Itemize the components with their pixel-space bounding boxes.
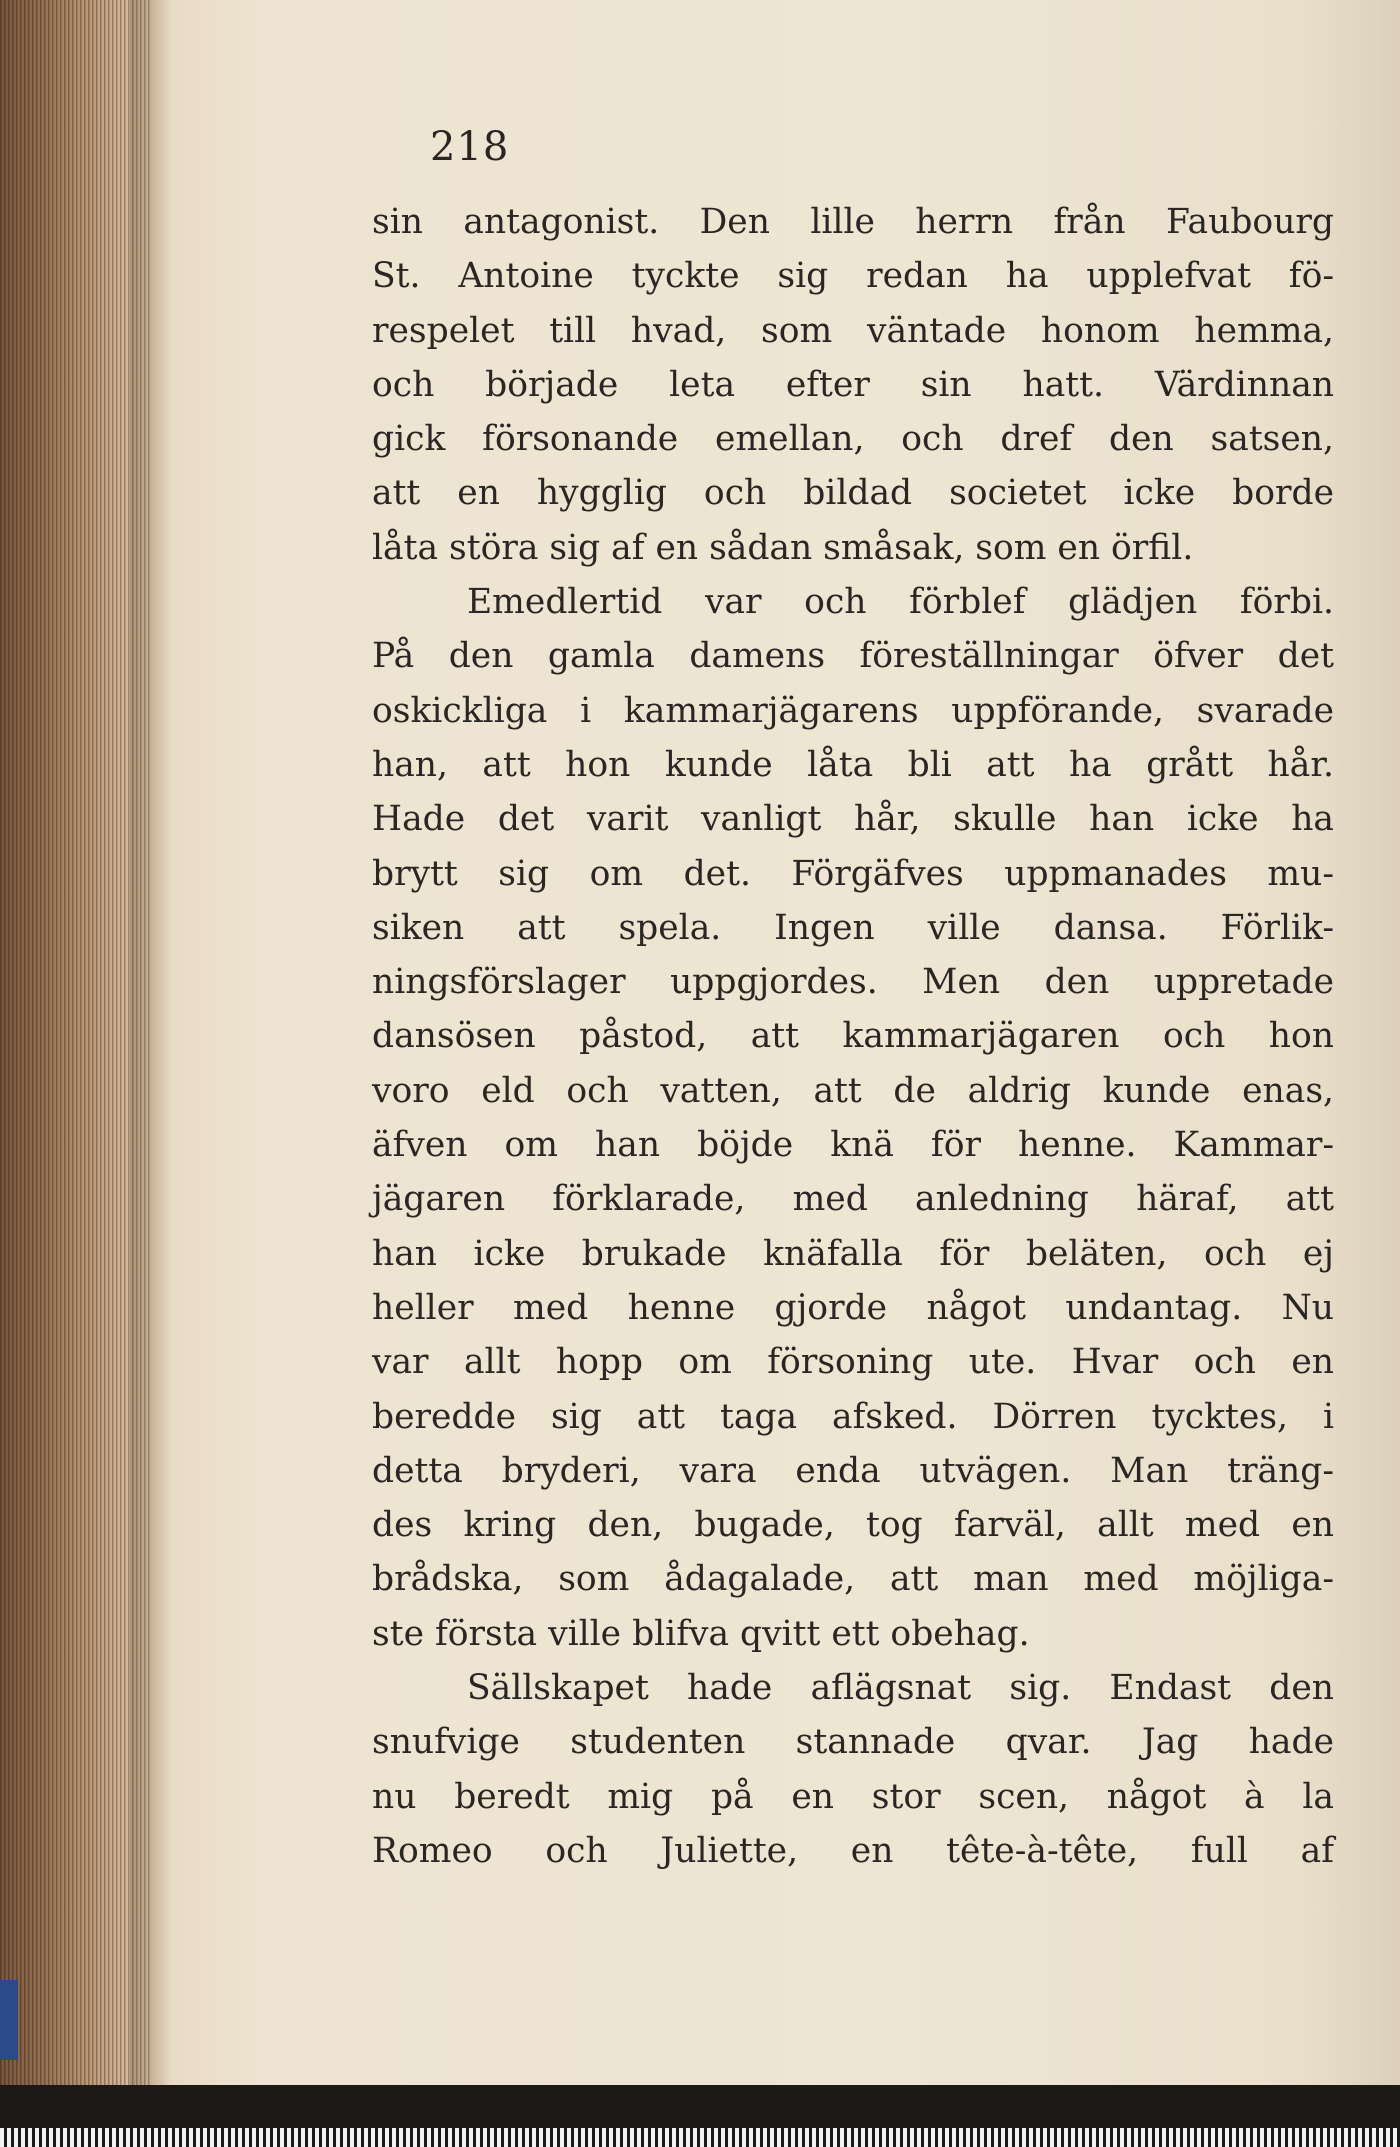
- text-line: gick försonande emellan, och dref den satsen,: [372, 419, 1334, 460]
- gutter-shadow: [130, 0, 170, 2147]
- text-line: brådska, som ådagalade, att man med möjliga-: [372, 1559, 1334, 1600]
- text-line: respelet till hvad, som väntade honom hemma,: [372, 310, 1334, 351]
- text-line: nu beredt mig på en stor scen, något à la: [372, 1776, 1334, 1817]
- text-line: siken att spela. Ingen ville dansa. Förlik-: [372, 907, 1334, 948]
- text-line: Emedlertid var och förblef glädjen förbi.: [467, 582, 1334, 623]
- book-fore-edge: [0, 0, 150, 2147]
- text-line: detta bryderi, vara enda utvägen. Man träng-: [372, 1450, 1334, 1491]
- blue-tab-marker: [0, 1980, 18, 2060]
- text-line: Hade det varit vanligt hår, skulle han icke ha: [372, 799, 1334, 840]
- page-body-text: [372, 195, 1334, 1878]
- text-line: St. Antoine tyckte sig redan ha upplefvat fö-: [372, 256, 1334, 297]
- text-line: låta störa sig af en sådan småsak, som en örfil.: [372, 527, 1194, 568]
- text-line: snufvige studenten stannade qvar. Jag hade: [372, 1722, 1334, 1763]
- text-line: des kring den, bugade, tog farväl, allt med en: [372, 1505, 1334, 1546]
- text-line: Romeo och Juliette, en tête-à-tête, full af: [372, 1830, 1334, 1871]
- scan-ruler-strip: [0, 2128, 1400, 2147]
- page-number: 218: [430, 124, 510, 170]
- text-line: heller med henne gjorde något undantag. Nu: [372, 1287, 1334, 1328]
- text-line: beredde sig att taga afsked. Dörren tycktes, i: [372, 1396, 1334, 1437]
- text-line: jägaren förklarade, med anledning häraf, att: [372, 1179, 1334, 1220]
- text-line: han icke brukade knäfalla för beläten, och ej: [372, 1233, 1334, 1274]
- text-line: voro eld och vatten, att de aldrig kunde enas,: [372, 1070, 1334, 1111]
- text-line: ningsförslager uppgjordes. Men den uppretade: [372, 962, 1334, 1003]
- text-line: Sällskapet hade aflägsnat sig. Endast den: [467, 1668, 1334, 1709]
- text-line: och började leta efter sin hatt. Värdinnan: [372, 364, 1334, 405]
- text-line: brytt sig om det. Förgäfves uppmanades mu-: [372, 853, 1334, 894]
- text-line: ste första ville blifva qvitt ett obehag.: [372, 1613, 1030, 1654]
- text-line: På den gamla damens föreställningar öfver det: [372, 636, 1334, 677]
- text-line: att en hygglig och bildad societet icke borde: [372, 473, 1334, 514]
- text-line: äfven om han böjde knä för henne. Kammar-: [372, 1125, 1334, 1166]
- text-line: var allt hopp om försoning ute. Hvar och en: [372, 1342, 1334, 1383]
- text-line: han, att hon kunde låta bli att ha grått hår.: [372, 744, 1334, 785]
- text-line: oskickliga i kammarjägarens uppförande, svarade: [372, 690, 1334, 731]
- text-line: dansösen påstod, att kammarjägaren och hon: [372, 1016, 1334, 1057]
- text-line: sin antagonist. Den lille herrn från Faubourg: [372, 202, 1334, 242]
